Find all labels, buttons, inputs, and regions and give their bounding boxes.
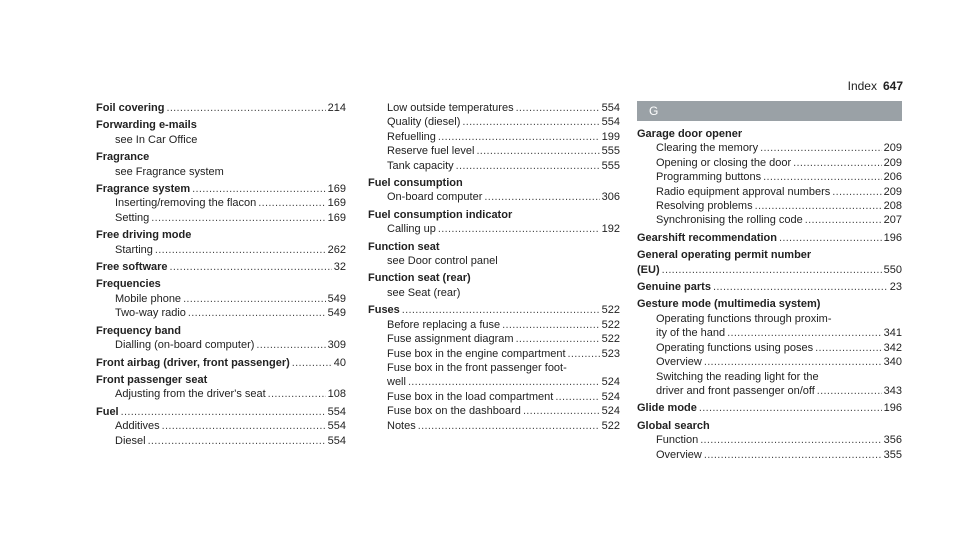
index-entry (96, 373, 346, 402)
index-entry (96, 228, 346, 257)
sub-entry-text: Radio equipment approval numbers (656, 185, 831, 198)
sub-entry-text: Setting (115, 211, 150, 224)
index-term-row (96, 277, 346, 291)
index-term-row (368, 176, 620, 190)
sub-entry-text: Starting (115, 243, 153, 256)
index-term-row (637, 248, 902, 262)
sub-entry-row (96, 165, 346, 179)
index-entry (637, 127, 902, 228)
sub-entry-text: Mobile phone (115, 292, 182, 305)
dot-leader (456, 159, 600, 173)
sub-entry-text: Opening or closing the door (656, 156, 792, 169)
sub-entry-row (368, 286, 620, 300)
page-ref: 206 (883, 171, 902, 184)
sub-entry-row (368, 318, 620, 332)
index-term-row (96, 150, 346, 164)
page-ref: 340 (883, 356, 902, 369)
dot-leader (779, 231, 882, 245)
index-term-text: Frequencies (96, 278, 161, 291)
page-ref: 32 (333, 261, 346, 274)
sub-entry-text: Dialling (on-board computer) (115, 339, 255, 352)
index-term-row (96, 405, 346, 419)
index-entry (637, 280, 902, 294)
page-ref: 196 (883, 402, 902, 415)
index-term-text: Fragrance system (96, 183, 191, 196)
index-term-row (637, 127, 902, 141)
dot-leader (727, 326, 882, 340)
sub-entry-cont-text: driver and front passenger on/off (656, 384, 815, 397)
sub-entry-text: Fuse box in the front passenger foot- (387, 361, 567, 374)
dot-leader (817, 384, 882, 398)
dot-leader (418, 419, 600, 433)
index-term-text: Gearshift recommendation (637, 231, 777, 244)
index-term-row (368, 240, 620, 254)
sub-entry-row (368, 419, 620, 433)
sub-entry-row (637, 185, 902, 199)
page-ref: 108 (327, 388, 346, 401)
dot-leader (793, 156, 881, 170)
dot-leader (258, 196, 325, 210)
index-entry (96, 182, 346, 225)
page-ref: 523 (601, 347, 620, 360)
index-term-text: Gesture mode (multimedia system) (637, 298, 821, 311)
dot-leader (162, 419, 326, 433)
index-term-text: Forwarding e-mails (96, 119, 197, 132)
page-ref: 524 (601, 376, 620, 389)
page-ref: 309 (327, 339, 346, 352)
page-ref: 555 (601, 145, 620, 158)
page-ref: 355 (883, 448, 902, 461)
page-ref: 555 (601, 159, 620, 172)
index-entry (96, 118, 346, 147)
dot-leader (183, 292, 326, 306)
index-term-text: Frequency band (96, 324, 181, 337)
dot-leader (402, 303, 600, 317)
dot-leader (462, 115, 599, 129)
sub-entry-text: Calling up (387, 223, 436, 236)
sub-entry-row (637, 156, 902, 170)
dot-leader (523, 404, 600, 418)
index-entry (368, 208, 620, 237)
index-entry (368, 176, 620, 205)
sub-entry-row (368, 101, 620, 115)
sub-entry-row (96, 419, 346, 433)
sub-entry-row (96, 338, 346, 352)
sub-entry-text: see Fragrance system (115, 165, 224, 178)
sub-entry-row (368, 159, 620, 173)
index-term: General operating permit number (637, 249, 812, 262)
index-term-text: Garage door opener (637, 128, 743, 140)
sub-entry-row (368, 347, 620, 361)
sub-entry-text: Fuse assignment diagram (387, 333, 514, 346)
index-term-text: Free software (96, 261, 168, 274)
index-entry (637, 401, 902, 415)
index-term-text: Function seat (368, 240, 440, 253)
dot-leader (476, 144, 599, 158)
sub-entry-cont-row (637, 326, 902, 340)
page-ref: 554 (327, 434, 346, 447)
sub-entry-row (368, 115, 620, 129)
sub-entry-row (368, 222, 620, 236)
sub-entry-row (637, 170, 902, 184)
index-term-row (96, 373, 346, 387)
page-ref: 549 (327, 292, 346, 305)
index-term-row (637, 419, 902, 433)
index-term-text: Front passenger seat (96, 373, 208, 386)
page-ref: 214 (327, 102, 346, 114)
sub-entry-cont-text: well (387, 376, 406, 389)
sub-entry-row (368, 361, 620, 375)
dot-leader (713, 280, 888, 294)
sub-entry-row (368, 390, 620, 404)
dot-leader (704, 355, 882, 369)
page-ref: 522 (601, 304, 620, 317)
page-ref: 522 (601, 419, 620, 432)
dot-leader (805, 213, 882, 227)
dot-leader (408, 375, 600, 389)
page-ref: 209 (883, 142, 902, 155)
index-entry (368, 240, 620, 269)
index-entry (637, 231, 902, 245)
dot-leader (148, 434, 326, 448)
dot-leader (700, 433, 881, 447)
sub-entry-text: see Seat (rear) (387, 286, 461, 299)
sub-entry-row (637, 199, 902, 213)
index-entry (368, 303, 620, 433)
sub-entry-cont-row (637, 384, 902, 398)
index-term-row (637, 401, 902, 415)
dot-leader (256, 338, 325, 352)
index-entry (637, 297, 902, 398)
page-ref: 192 (601, 223, 620, 236)
page-ref: 209 (883, 156, 902, 169)
sub-entry-row (96, 243, 346, 257)
index-term-row (96, 260, 346, 274)
section-letter-header: G (637, 101, 902, 121)
sub-entry-row (96, 387, 346, 401)
dot-leader (292, 356, 332, 370)
sub-entry-text: Programming buttons (656, 171, 762, 184)
dot-leader (438, 222, 600, 236)
sub-entry-text: Fuse box in the load compartment (387, 390, 554, 403)
sub-entry-text: On-board computer (387, 191, 483, 204)
index-term-row (96, 101, 346, 115)
sub-entry-row (96, 434, 346, 448)
dot-leader (755, 199, 882, 213)
index-term-row (368, 271, 620, 285)
index-column-1 (96, 101, 346, 448)
sub-entry-text: Refuelling (387, 130, 436, 143)
sub-entry-row (637, 448, 902, 462)
sub-entry-text: Operating functions using poses (656, 341, 814, 354)
index-term-cont-text: (EU) (637, 263, 660, 276)
index-term-text: Genuine parts (637, 281, 711, 294)
sub-entry-row (368, 332, 620, 346)
sub-entry-row (637, 370, 902, 384)
page-ref: 554 (327, 420, 346, 433)
index-term-text: Global search (637, 419, 710, 432)
sub-entry-text: Resolving problems (656, 200, 753, 213)
dot-leader (763, 170, 881, 184)
page-ref: 554 (601, 102, 620, 114)
index-entry (368, 271, 620, 300)
sub-entry-row (96, 306, 346, 320)
index-term-text: Fuses (368, 304, 400, 317)
page-ref: 342 (883, 341, 902, 354)
dot-leader (151, 211, 325, 225)
index-term-text: Front airbag (driver, front passenger) (96, 356, 290, 369)
index-term-cont-row (637, 263, 902, 277)
sub-entry-row (368, 404, 620, 418)
sub-entry-row (368, 254, 620, 268)
sub-entry-text: Reserve fuel level (387, 145, 475, 158)
sub-entry-text: Fuse box in the engine compartment (387, 347, 566, 360)
page-header (848, 79, 903, 93)
sub-entry-row (96, 292, 346, 306)
sub-entry-row (368, 144, 620, 158)
sub-entry-text: Two-way radio (115, 307, 186, 320)
sub-entry-text: Overview (656, 448, 702, 461)
dot-leader (760, 141, 882, 155)
dot-leader (815, 341, 881, 355)
sub-entry-text: Fuse box on the dashboard (387, 405, 521, 418)
index-entry (96, 150, 346, 179)
page-ref: 550 (883, 263, 902, 276)
index-entry (96, 260, 346, 274)
index-term-row (637, 297, 902, 311)
index-entry (637, 248, 902, 277)
index-entry (96, 405, 346, 448)
index-term-row (368, 303, 620, 317)
dot-leader (192, 182, 325, 196)
page-ref: 341 (883, 327, 902, 340)
index-entry (368, 101, 620, 173)
index-term-row (96, 324, 346, 338)
sub-entry-text: Diesel (115, 434, 146, 447)
sub-entry-row (637, 141, 902, 155)
index-term-text: Function seat (rear) (368, 272, 471, 285)
dot-leader (484, 190, 599, 204)
page-ref: 522 (601, 333, 620, 346)
page-ref: 524 (601, 390, 620, 403)
dot-leader (121, 405, 326, 419)
page-ref: 207 (883, 214, 902, 227)
page-ref: 199 (601, 130, 620, 143)
sub-entry-cont-text: ity of the hand (656, 327, 726, 340)
sub-entry-row (96, 196, 346, 210)
page-ref: 169 (327, 197, 346, 210)
index-term-row (96, 182, 346, 196)
page-number: 647 (882, 79, 903, 93)
page-ref: 169 (327, 183, 346, 196)
index-term-row (637, 280, 902, 294)
page-ref: 40 (333, 356, 346, 369)
sub-entry-text: Function (656, 434, 699, 447)
dot-leader (516, 332, 600, 346)
index-column-2 (368, 101, 620, 433)
sub-entry-text: Overview (656, 356, 702, 369)
sub-entry-text: Operating functions through proxim- (656, 312, 832, 325)
dot-leader (170, 260, 332, 274)
dot-leader (188, 306, 326, 320)
dot-leader (502, 318, 600, 332)
index-term-text: Foil covering (96, 102, 165, 114)
sub-entry-row (637, 312, 902, 326)
page-ref: 208 (883, 200, 902, 213)
sub-entry-text: Quality (diesel) (387, 116, 461, 129)
index-entry (96, 101, 346, 115)
index-term-text: Fuel consumption indicator (368, 208, 513, 221)
index-term-text: Fragrance (96, 151, 150, 164)
index-label: Index (847, 79, 877, 93)
page-ref: 524 (601, 405, 620, 418)
dot-leader (155, 243, 326, 257)
page-ref: 196 (883, 231, 902, 244)
index-term-row (96, 356, 346, 370)
index-entry (637, 419, 902, 462)
sub-entry-row (637, 341, 902, 355)
sub-entry-text: Synchronising the rolling code (656, 214, 803, 227)
index-column-3 (637, 101, 902, 462)
dot-leader (438, 130, 600, 144)
sub-entry-text: Clearing the memory (656, 142, 759, 155)
dot-leader (268, 387, 326, 401)
dot-leader (832, 185, 881, 199)
sub-entry-row (96, 133, 346, 147)
dot-leader (166, 101, 325, 115)
index-entry (96, 324, 346, 353)
dot-leader (704, 448, 882, 462)
page-ref: 554 (327, 405, 346, 418)
sub-entry-text: Before replacing a fuse (387, 318, 501, 331)
page-ref: 356 (883, 434, 902, 447)
page-ref: 306 (601, 191, 620, 204)
index-term-text: Free driving mode (96, 229, 192, 242)
index-term-row (96, 228, 346, 242)
index-term-row (368, 208, 620, 222)
sub-entry-text: Tank capacity (387, 159, 454, 172)
page-ref: 262 (327, 243, 346, 256)
page-ref: 209 (883, 185, 902, 198)
sub-entry-row (637, 213, 902, 227)
dot-leader (662, 263, 882, 277)
sub-entry-text: Low outside temperatures (387, 102, 514, 114)
dot-leader (568, 347, 600, 361)
sub-entry-text: Adjusting from the driver's seat (115, 388, 266, 401)
index-entry (96, 277, 346, 320)
page-ref: 549 (327, 307, 346, 320)
page-ref: 169 (327, 211, 346, 224)
sub-entry-row (96, 211, 346, 225)
sub-entry-row (368, 190, 620, 204)
dot-leader (555, 390, 599, 404)
index-entry (96, 356, 346, 370)
sub-entry-row (637, 355, 902, 369)
page-ref: 23 (889, 281, 902, 294)
page-ref: 554 (601, 116, 620, 129)
page-ref: 343 (883, 384, 902, 397)
dot-leader (516, 101, 600, 115)
index-term-row (96, 118, 346, 132)
page-ref: 522 (601, 318, 620, 331)
index-term-text: Fuel (96, 405, 119, 418)
sub-entry-cont-row (368, 375, 620, 389)
sub-entry-text: Switching the reading light for the (656, 370, 819, 383)
sub-entry-row (637, 433, 902, 447)
index-term-text: Glide mode (637, 402, 697, 415)
sub-entry-text: see In Car Office (115, 133, 198, 146)
index-term-text: Fuel consumption (368, 177, 463, 190)
dot-leader (699, 401, 882, 415)
index-term-row (637, 231, 902, 245)
sub-entry-text: Notes (387, 419, 416, 432)
sub-entry-row (368, 130, 620, 144)
sub-entry-text: Inserting/removing the flacon (115, 197, 257, 210)
sub-entry-text: Additives (115, 420, 160, 433)
sub-entry-text: see Door control panel (387, 255, 498, 268)
